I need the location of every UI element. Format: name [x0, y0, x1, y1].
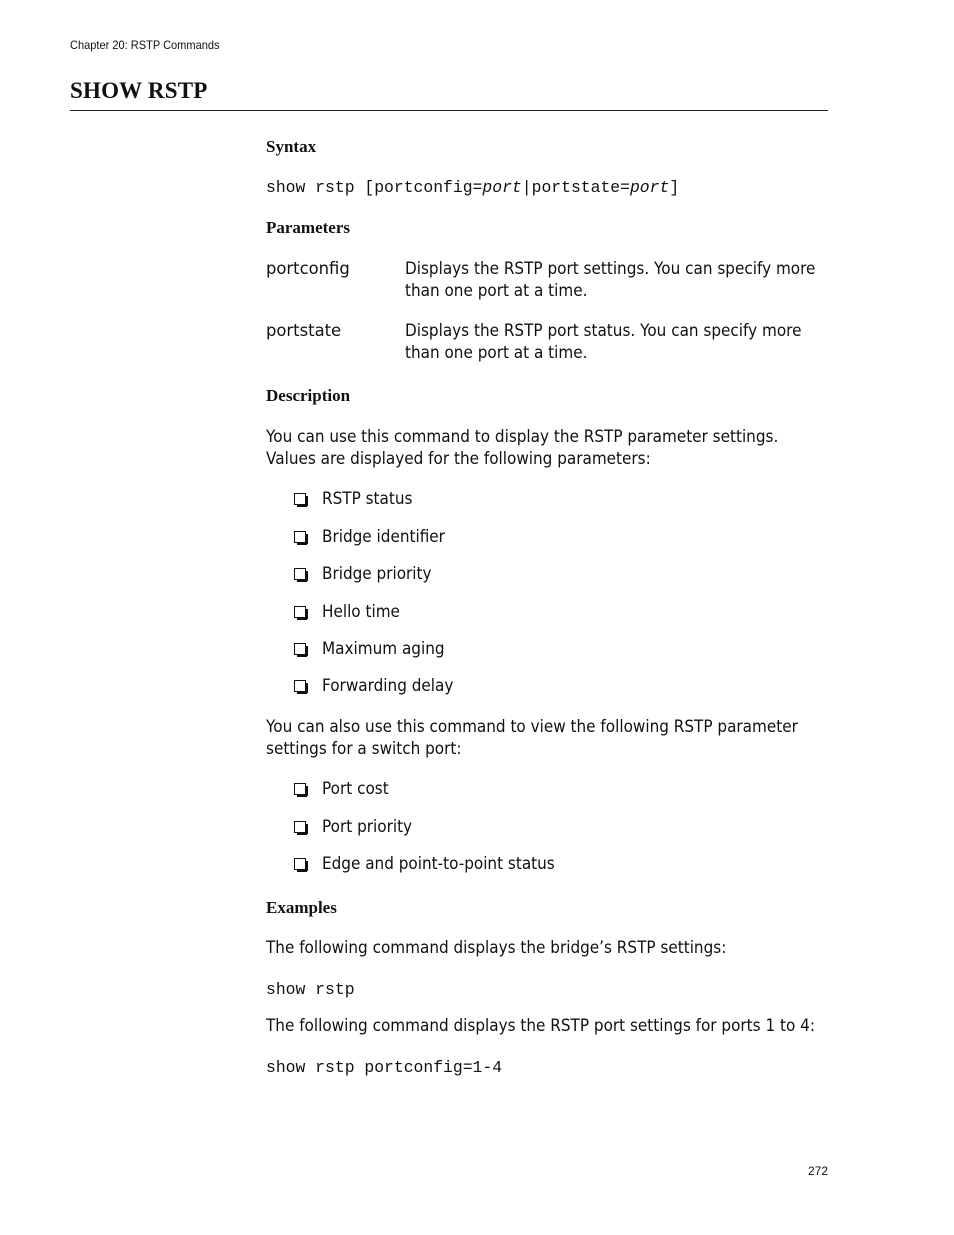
- checkbox-bullet-icon: [294, 606, 306, 618]
- example-1-text: The following command displays the bridge’s RSTP settings:: [266, 938, 727, 957]
- param-desc-line: than one port at a time.: [405, 281, 588, 300]
- title-rule: [70, 110, 828, 111]
- paragraph-line: Values are displayed for the following parameters:: [266, 449, 651, 468]
- param-name-portconfig: portconfig: [266, 259, 350, 278]
- parameters-heading: Parameters: [266, 218, 351, 237]
- checkbox-bullet-icon: [294, 858, 306, 870]
- syntax-arg-port-1: port: [482, 178, 522, 197]
- checkbox-bullet-icon: [294, 643, 306, 655]
- syntax-separator: |portstate=: [521, 178, 630, 197]
- list-item: Bridge priority: [294, 563, 440, 585]
- syntax-suffix: ]: [669, 178, 680, 197]
- examples-heading: Examples: [266, 898, 337, 917]
- param-name-portstate: portstate: [266, 321, 342, 340]
- description-heading: Description: [266, 386, 351, 405]
- syntax-arg-port-2: port: [629, 178, 670, 197]
- description-paragraph-1: [266, 426, 817, 470]
- checkbox-bullet-icon: [294, 821, 306, 833]
- page-title: SHOW RSTP: [70, 78, 208, 103]
- syntax-prefix: show rstp [portconfig=: [266, 178, 483, 197]
- list-item: Bridge identifier: [294, 526, 454, 548]
- syntax-command: [266, 178, 679, 197]
- checkbox-bullet-icon: [294, 783, 306, 795]
- checkbox-bullet-icon: [294, 493, 306, 505]
- list-item: Port cost: [294, 778, 394, 800]
- example-1-command: show rstp: [266, 980, 355, 999]
- param-desc-line: Displays the RSTP port status. You can specify more: [405, 321, 802, 340]
- paragraph-line: You can use this command to display the RSTP parameter settings.: [266, 427, 779, 446]
- example-2-text: The following command displays the RSTP port settings for ports 1 to 4:: [266, 1016, 815, 1035]
- param-desc-line: Displays the RSTP port settings. You can specify more: [405, 259, 816, 278]
- checkbox-bullet-icon: [294, 568, 306, 580]
- param-desc-line: than one port at a time.: [405, 343, 588, 362]
- checkbox-bullet-icon: [294, 531, 306, 543]
- list-item: Hello time: [294, 601, 406, 623]
- page-number: 272: [808, 1164, 829, 1178]
- list-item: Edge and point-to-point status: [294, 853, 572, 875]
- paragraph-line: settings for a switch port:: [266, 739, 462, 758]
- list-item: Maximum aging: [294, 638, 454, 660]
- list-item: Port priority: [294, 816, 419, 838]
- checkbox-bullet-icon: [294, 680, 306, 692]
- syntax-heading: Syntax: [266, 137, 317, 156]
- description-paragraph-2: [266, 716, 838, 760]
- list-item: Forwarding delay: [294, 675, 463, 697]
- running-header: Chapter 20: RSTP Commands: [70, 38, 220, 52]
- param-desc-portconfig: [405, 258, 845, 302]
- param-desc-portstate: [405, 320, 845, 364]
- paragraph-line: You can also use this command to view the following RSTP parameter: [266, 717, 798, 736]
- example-2-command: show rstp portconfig=1-4: [266, 1058, 503, 1077]
- list-item: RSTP status: [294, 488, 419, 510]
